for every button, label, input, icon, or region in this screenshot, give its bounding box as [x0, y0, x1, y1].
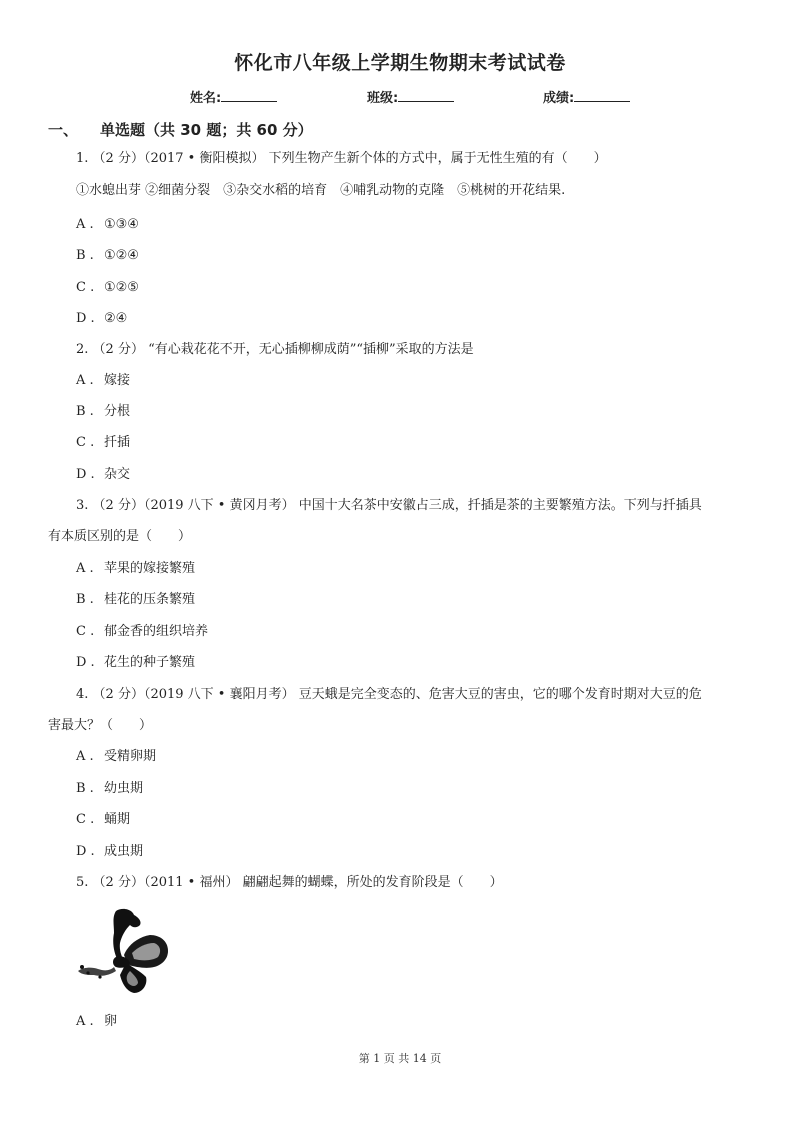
- question-number: 4.: [76, 687, 89, 702]
- question-4-continued: 害最大？（ ）: [48, 718, 153, 733]
- class-blank: [398, 89, 454, 102]
- option-text: 幼虫期: [104, 781, 144, 796]
- class-field: [367, 87, 454, 106]
- option-b: [76, 780, 143, 798]
- option-letter: B .: [76, 248, 94, 263]
- question-score: （2 分）: [92, 687, 144, 702]
- option-letter: B .: [76, 781, 94, 796]
- question-text: “有心栽花花不开，无心插柳柳成荫”“插柳”采取的方法是: [143, 342, 474, 357]
- question-text: 翩翩起舞的蝴蝶，所处的发育阶段是（ ）: [242, 875, 503, 890]
- exam-title: 怀化市八年级上学期生物期末考试试卷: [234, 52, 566, 74]
- question-source: （2011 • 福州）: [143, 875, 239, 890]
- option-b: [76, 403, 130, 421]
- class-label: 班级:: [367, 91, 399, 106]
- option-text: 杂交: [104, 467, 131, 482]
- option-letter: C .: [76, 435, 95, 450]
- option-d: [76, 654, 195, 672]
- score-field: [543, 87, 630, 106]
- option-letter: C .: [76, 280, 95, 295]
- option-c: [76, 434, 130, 452]
- question-source: （2017 • 衡阳模拟）: [143, 151, 265, 166]
- option-letter: A .: [76, 749, 94, 764]
- question-number: 5.: [76, 875, 89, 890]
- question-4: [76, 686, 702, 704]
- question-score: （2 分）: [92, 342, 144, 357]
- question-number: 2.: [76, 342, 89, 357]
- option-c: [76, 279, 139, 297]
- section-number: 一、: [48, 121, 79, 139]
- page-footer: 第 1 页 共 14 页: [358, 1052, 442, 1065]
- question-2: [76, 341, 474, 359]
- option-text: 桂花的压条繁殖: [104, 592, 196, 607]
- option-b: [76, 247, 139, 265]
- option-text: 扦插: [104, 435, 131, 450]
- question-1-subtext: ①水螅出芽 ②细菌分裂 ③杂交水稻的培育 ④哺乳动物的克隆 ⑤桃树的开花结果.: [76, 183, 566, 198]
- question-text: 中国十大名茶中安徽占三成，扦插是茶的主要繁殖方法。下列与扦插具: [298, 498, 702, 513]
- option-text: 卵: [104, 1014, 118, 1029]
- option-d: [76, 310, 127, 328]
- option-text: ①②④: [104, 248, 139, 263]
- question-5: [76, 874, 503, 892]
- question-number: 1.: [76, 151, 89, 166]
- question-score: （2 分）: [92, 875, 144, 890]
- option-text: ①②⑤: [104, 280, 139, 295]
- section-title: 单选题（共 30 题；共 60 分）: [100, 121, 313, 139]
- option-letter: D .: [76, 655, 95, 670]
- option-letter: D .: [76, 311, 95, 326]
- butterfly-image: [76, 905, 172, 997]
- option-letter: A .: [76, 1014, 94, 1029]
- option-a: [76, 560, 195, 578]
- option-letter: B .: [76, 592, 94, 607]
- option-letter: A .: [76, 561, 94, 576]
- question-3: [76, 497, 702, 515]
- question-3-continued: 有本质区别的是（ ）: [48, 529, 192, 544]
- option-letter: A .: [76, 217, 94, 232]
- option-letter: D .: [76, 467, 95, 482]
- option-text: ②④: [104, 311, 128, 326]
- option-text: 花生的种子繁殖: [104, 655, 196, 670]
- option-a: [76, 216, 139, 234]
- option-c: [76, 811, 130, 829]
- score-blank: [574, 89, 630, 102]
- question-text: 下列生物产生新个体的方式中，属于无性生殖的有（ ）: [268, 151, 607, 166]
- option-text: ①③④: [104, 217, 139, 232]
- option-text: 蛹期: [104, 812, 131, 827]
- option-c: [76, 623, 208, 641]
- option-text: 成虫期: [104, 844, 144, 859]
- option-text: 受精卵期: [104, 749, 157, 764]
- option-letter: C .: [76, 624, 95, 639]
- option-a: [76, 1013, 117, 1031]
- question-source: （2019 八下 • 襄阳月考）: [143, 687, 295, 702]
- section-heading: [48, 119, 313, 140]
- name-blank: [221, 89, 277, 102]
- option-a: [76, 748, 156, 766]
- name-label: 姓名:: [190, 91, 222, 106]
- name-field: [190, 87, 277, 106]
- score-label: 成绩:: [543, 91, 575, 106]
- question-source: （2019 八下 • 黄冈月考）: [143, 498, 295, 513]
- option-b: [76, 591, 195, 609]
- question-number: 3.: [76, 498, 89, 513]
- option-a: [76, 372, 130, 390]
- question-score: （2 分）: [92, 151, 144, 166]
- option-letter: B .: [76, 404, 94, 419]
- question-text: 豆天蛾是完全变态的、危害大豆的害虫，它的哪个发育时期对大豆的危: [298, 687, 702, 702]
- question-score: （2 分）: [92, 498, 144, 513]
- option-d: [76, 843, 143, 861]
- option-text: 苹果的嫁接繁殖: [104, 561, 196, 576]
- option-letter: A .: [76, 373, 94, 388]
- question-1: [76, 150, 607, 168]
- option-text: 分根: [104, 404, 131, 419]
- option-letter: C .: [76, 812, 95, 827]
- option-text: 嫁接: [104, 373, 131, 388]
- option-d: [76, 466, 130, 484]
- option-text: 郁金香的组织培养: [104, 624, 209, 639]
- option-letter: D .: [76, 844, 95, 859]
